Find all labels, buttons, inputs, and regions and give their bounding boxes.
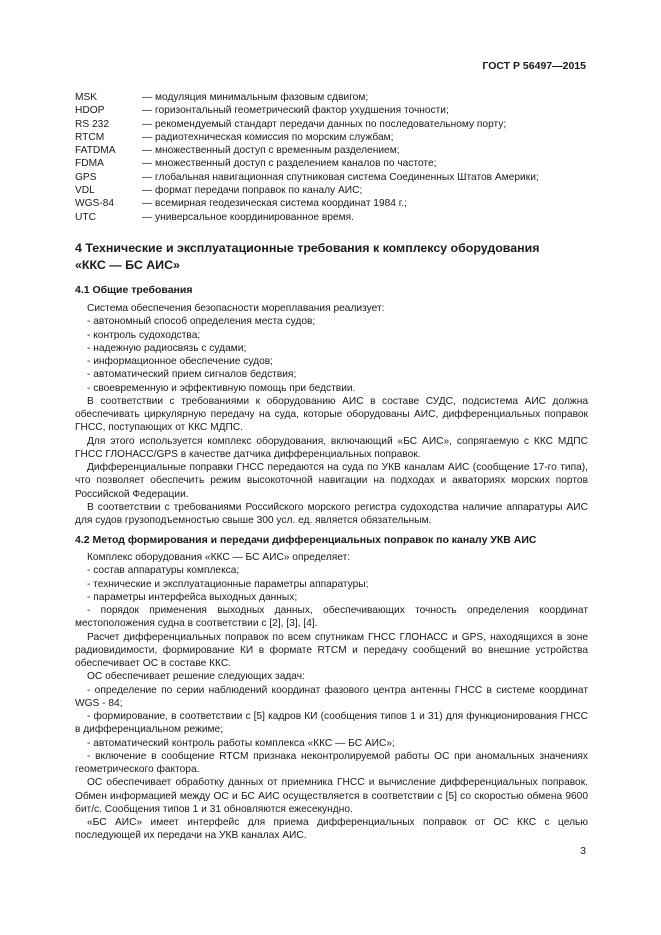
list-item: - включение в сообщение RTCM признака неконтролируемой работы ОС при аномальных значениях геометрического фактора. bbox=[75, 750, 588, 775]
abbreviation-definition: — формат передачи поправок по каналу АИС; bbox=[142, 185, 363, 197]
abbreviation-term: UTC bbox=[75, 211, 96, 223]
abbreviation-term: FATDMA bbox=[75, 145, 116, 157]
abbreviation-row bbox=[75, 171, 595, 184]
page-number: 3 bbox=[580, 845, 586, 857]
list-item: - автоматический прием сигналов бедствия; bbox=[87, 369, 297, 381]
list-item: - формирование, в соответствии с [5] кадров КИ (сообщения типов 1 и 31) для функционирования ГНСС в дифференциальном режиме; bbox=[75, 711, 588, 736]
abbreviation-term: VDL bbox=[75, 185, 95, 197]
abbreviation-row bbox=[75, 144, 595, 157]
list-item: - порядок применения выходных данных, обеспечивающих точность определения координат местоположения судна в соответствии с [2], [3], [4]. bbox=[75, 605, 588, 630]
list-intro: Комплекс оборудования «ККС — БС АИС» определяет: bbox=[87, 552, 351, 563]
abbreviation-row bbox=[75, 184, 595, 197]
abbreviation-term: HDOP bbox=[75, 105, 105, 117]
abbreviation-definition: — множественный доступ с разделением каналов по частоте; bbox=[142, 158, 437, 170]
abbreviation-row bbox=[75, 211, 595, 224]
abbreviation-term: MSK bbox=[75, 92, 98, 103]
abbreviation-term: RTCM bbox=[75, 131, 105, 143]
abbreviation-list bbox=[75, 91, 595, 224]
list-item: - определение по серии наблюдений координат фазового центра антенны ГНСС в системе координат WGS - 84; bbox=[75, 684, 588, 709]
abbreviation-definition: — радиотехническая комиссия по морским службам; bbox=[142, 131, 394, 143]
abbreviation-term: RS 232 bbox=[75, 118, 109, 130]
abbreviation-definition: — всемирная геодезическая система координат 1984 г.; bbox=[142, 198, 407, 210]
section-4-2-heading: 4.2 Метод формирования и передачи дифференциальных поправок по каналу УКВ АИС bbox=[75, 534, 537, 546]
list-item: - контроль судоходства; bbox=[87, 329, 201, 341]
paragraph: В соответствии с требованиями Российского морского регистра судоходства наличие аппаратуры АИС для судов грузоподъемностью свыше 300 усл. ед. является обязательным. bbox=[75, 501, 588, 526]
paragraph: Расчет дифференциальных поправок по всем спутникам ГНСС ГЛОНАСС и GPS, находящихся в зоне радиовидимости, формирование КИ в формате RTCM и передачу сообщений во внешние устройства обеспечивает ОС в составе ККС. bbox=[75, 631, 588, 669]
section-4-1-body bbox=[75, 302, 588, 527]
list-intro: Система обеспечения безопасности мореплавания реализует: bbox=[87, 303, 385, 314]
abbreviation-definition: — рекомендуемый стандарт передачи данных по последовательному порту; bbox=[142, 118, 507, 130]
section-4-1-heading: 4.1 Общие требования bbox=[75, 284, 193, 296]
section-4-2-body bbox=[75, 551, 588, 843]
paragraph: В соответствии с требованиями к оборудованию АИС в составе СУДС, подсистема АИС должна обеспечивать циркулярную передачу на суда, которые оборудованы АИС, дифференциальных поправок ГНСС, поступающих от ККС МДПС. bbox=[75, 395, 588, 434]
abbreviation-row bbox=[75, 91, 595, 104]
abbreviation-term: WGS-84 bbox=[75, 198, 115, 210]
paragraph: ОС обеспечивает обработку данных от приемника ГНСС и вычисление дифференциальных поправок. Обмен информацией между ОС и БС АИС осуществляется в соответствии с [5] со скоростью обмена 9600 бит/с. Сообщения типов 1 и 31 обновляются ежесекундно. bbox=[75, 777, 588, 815]
list-item: - информационное обеспечение судов; bbox=[87, 356, 274, 367]
list-item: - параметры интерфейса выходных данных; bbox=[87, 591, 298, 603]
list-item: - автоматический контроль работы комплекса «ККС — БС АИС»; bbox=[87, 737, 395, 749]
list-item: - технические и эксплуатационные параметры аппаратуры; bbox=[87, 578, 369, 590]
list-item: - надежную радиосвязь с судами; bbox=[87, 342, 247, 354]
paragraph: Дифференциальные поправки ГНСС передаются на суда по УКВ каналам АИС (сообщение 17-го типа), что позволяет обеспечить режим высокоточной навигации на подходах и акваториях морских портов Российской Федерации. bbox=[75, 462, 588, 500]
list-item: - своевременную и эффективную помощь при бедствии. bbox=[87, 382, 356, 394]
section-4-title-line2: «ККС — БС АИС» bbox=[75, 258, 180, 272]
abbreviation-definition: — глобальная навигационная спутниковая система Соединенных Штатов Америки; bbox=[142, 171, 539, 183]
abbreviation-row bbox=[75, 104, 595, 117]
list-intro: ОС обеспечивает решение следующих задач: bbox=[87, 671, 305, 683]
list-item: - автономный способ определения места судов; bbox=[87, 316, 316, 328]
abbreviation-definition: — множественный доступ с временным разделением; bbox=[142, 145, 400, 157]
list-item: - состав аппаратуры комплекса; bbox=[87, 565, 240, 577]
abbreviation-term: FDMA bbox=[75, 158, 104, 170]
abbreviation-row bbox=[75, 118, 595, 131]
abbreviation-definition: — горизонтальный геометрический фактор ухудшения точности; bbox=[142, 105, 449, 117]
abbreviation-term: GPS bbox=[75, 171, 97, 183]
abbreviation-definition: — модуляция минимальным фазовым сдвигом; bbox=[142, 92, 369, 103]
abbreviation-definition: — универсальное координированное время. bbox=[142, 211, 354, 223]
paragraph: Для этого используется комплекс оборудования, включающий «БС АИС», сопрягаемую с ККС МДПС ГНСС ГЛОНАСС/GPS в качестве датчика дифференциальных поправок. bbox=[75, 435, 588, 460]
section-4-heading bbox=[75, 240, 590, 274]
abbreviation-row bbox=[75, 197, 595, 210]
abbreviation-row bbox=[75, 157, 595, 170]
abbreviation-row bbox=[75, 131, 595, 144]
paragraph: «БС АИС» имеет интерфейс для приема дифференциальных поправок от ОС ККС с целью последующей их передачи на УКВ каналах АИС. bbox=[75, 817, 588, 842]
document-code: ГОСТ Р 56497—2015 bbox=[482, 60, 586, 72]
section-4-title-line1: 4 Технические и эксплуатационные требования к комплексу оборудования bbox=[75, 241, 540, 255]
